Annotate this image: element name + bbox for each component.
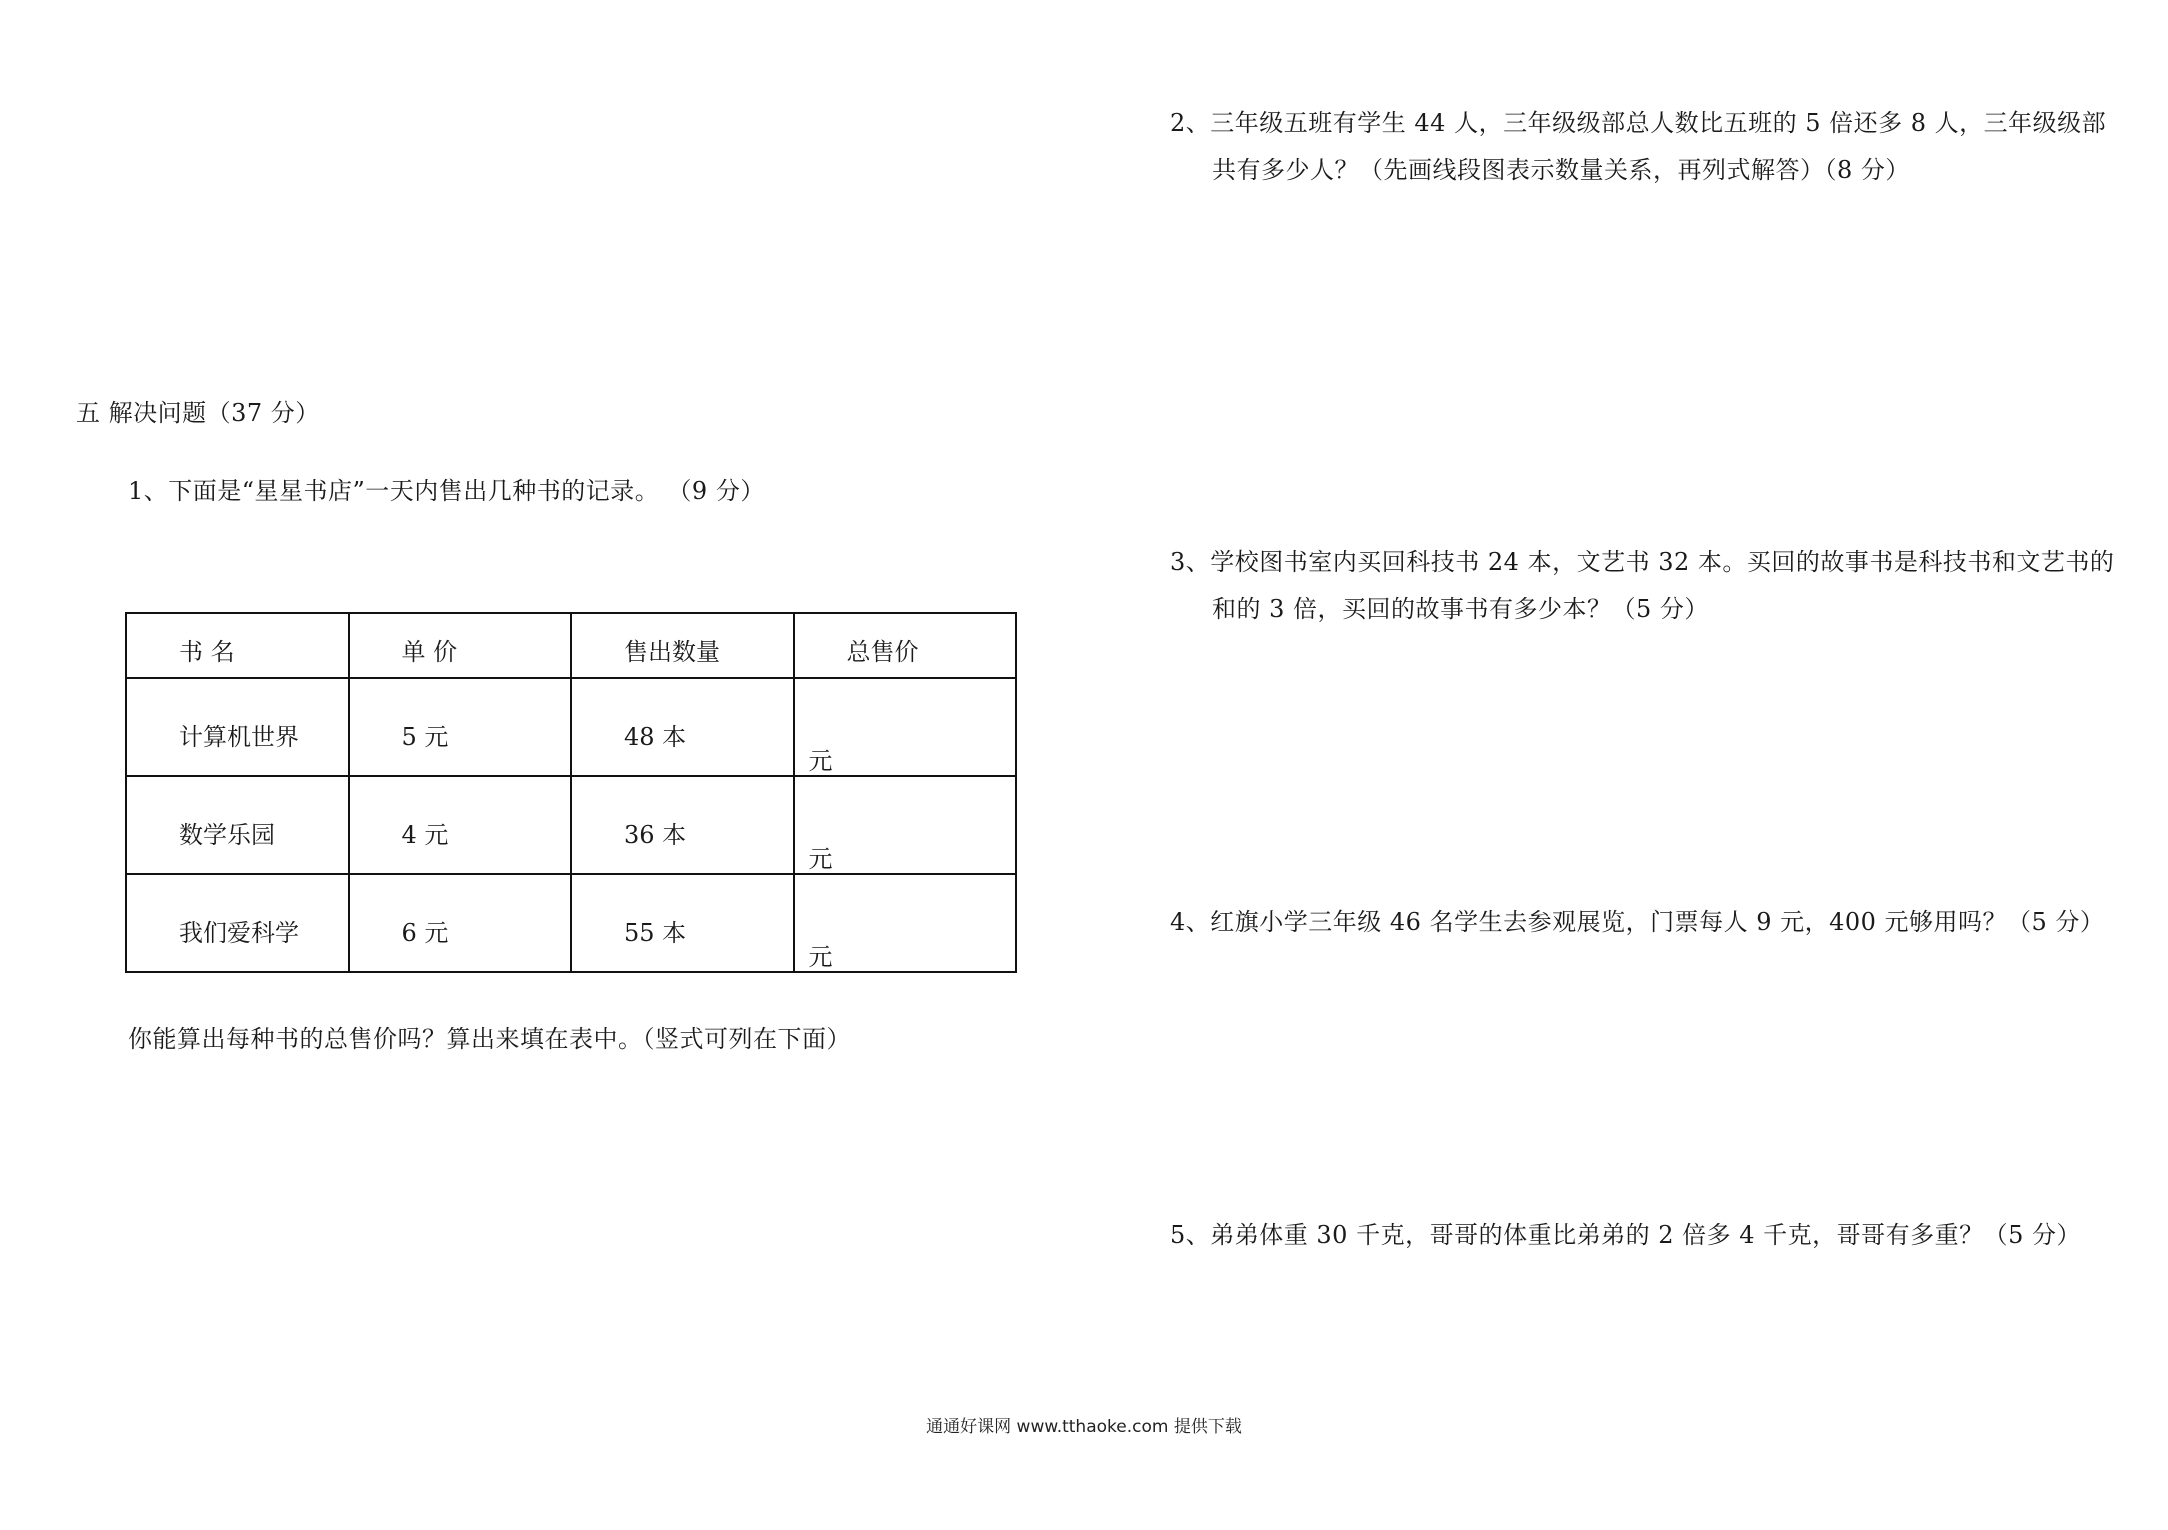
cell-book-name: 数学乐园 [126, 776, 349, 874]
header-unit-price: 单 价 [349, 613, 572, 678]
book-sales-table [125, 612, 1017, 973]
cell-book-name: 计算机世界 [126, 678, 349, 776]
header-total-price: 总售价 [794, 613, 1017, 678]
table-row [126, 678, 1016, 776]
question-3-line2: 和的 3 倍，买回的故事书有多少本？（5 分） [1212, 595, 1709, 623]
table-row [126, 874, 1016, 972]
cell-total-blank[interactable]: 元 [794, 776, 1017, 874]
cell-unit-price: 4 元 [349, 776, 572, 874]
footer-credit: 通通好课网 www.tthaoke.com 提供下载 [926, 1417, 1242, 1437]
cell-book-name: 我们爱科学 [126, 874, 349, 972]
header-book-name: 书 名 [126, 613, 349, 678]
cell-total-blank[interactable]: 元 [794, 874, 1017, 972]
question-3-line1: 3、学校图书室内买回科技书 24 本，文艺书 32 本。买回的故事书是科技书和文艺书的 [1170, 548, 2115, 576]
cell-unit-price: 6 元 [349, 874, 572, 972]
table-header-row [126, 613, 1016, 678]
section-title: 五 解决问题（37 分） [76, 399, 320, 427]
question-1-followup: 你能算出每种书的总售价吗？算出来填在表中。（竖式可列在下面） [128, 1025, 851, 1053]
cell-quantity: 48 本 [571, 678, 794, 776]
header-quantity-sold: 售出数量 [571, 613, 794, 678]
cell-quantity: 36 本 [571, 776, 794, 874]
question-4-line1: 4、红旗小学三年级 46 名学生去参观展览，门票每人 9 元，400 元够用吗？（5 分） [1170, 908, 2105, 936]
question-2-line1: 2、三年级五班有学生 44 人，三年级级部总人数比五班的 5 倍还多 8 人，三年级级部 [1170, 109, 2107, 137]
question-1-prompt: 1、下面是“星星书店”一天内售出几种书的记录。 （9 分） [128, 477, 765, 505]
question-5-line1: 5、弟弟体重 30 千克，哥哥的体重比弟弟的 2 倍多 4 千克，哥哥有多重？（5 分） [1170, 1221, 2082, 1249]
question-2-line2: 共有多少人？（先画线段图表示数量关系，再列式解答）（8 分） [1212, 156, 1910, 184]
cell-total-blank[interactable]: 元 [794, 678, 1017, 776]
cell-unit-price: 5 元 [349, 678, 572, 776]
cell-quantity: 55 本 [571, 874, 794, 972]
table-row [126, 776, 1016, 874]
